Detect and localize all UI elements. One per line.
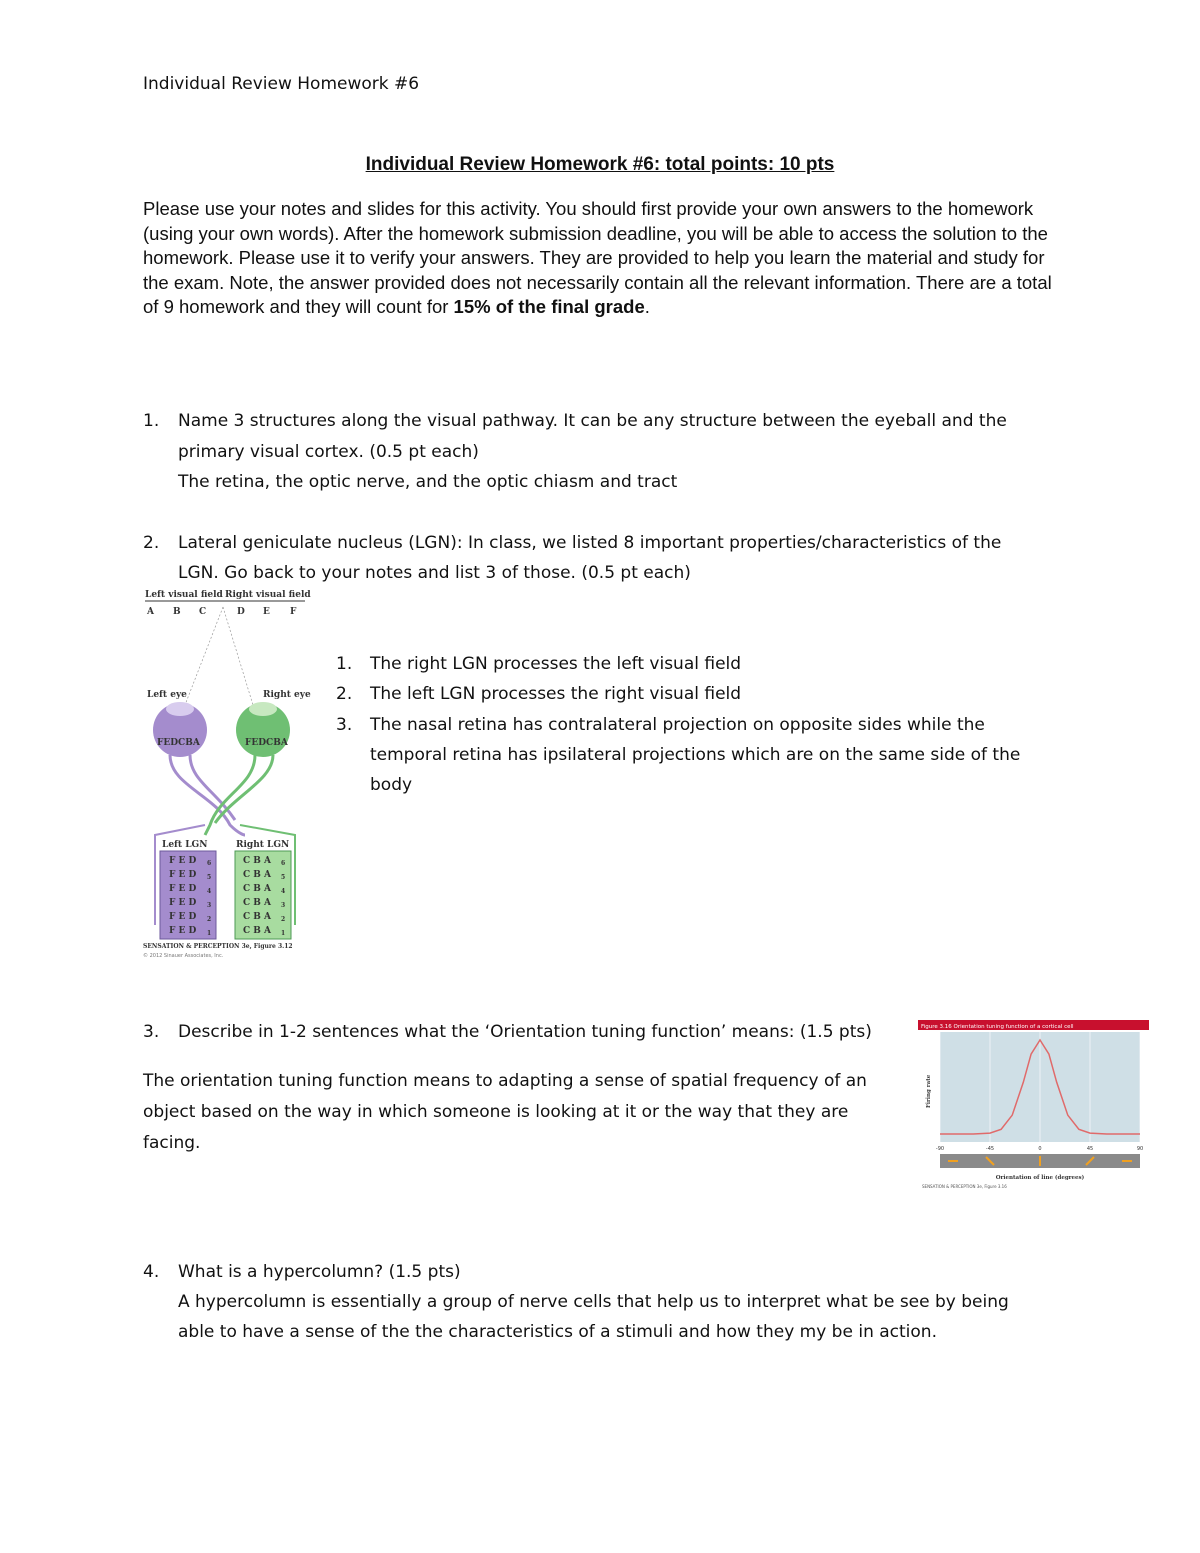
chart-ylabel: Firing rate (926, 1074, 932, 1108)
diagram-caption: SENSATION & PERCEPTION 3e, Figure 3.12 (143, 943, 293, 950)
q4-text: What is a hypercolumn? (1.5 pts) (178, 1262, 461, 1282)
q2-answer-2-number: 2. (336, 684, 353, 704)
intro-bold: 15% of the final grade (453, 296, 645, 318)
q4-answer: A hypercolumn is essentially a group of nerve cells that help us to interpret what be see by being able to have a sense of the the characteristics of a stimuli and how they my be in action. (178, 1292, 1009, 1342)
left-lgn-layer-2: F E D (169, 912, 197, 922)
x-tick-label: 0 (1038, 1146, 1042, 1152)
left-lgn-num-1: 1 (207, 930, 212, 937)
field-letter-b: B (173, 607, 181, 617)
x-tick-label: 90 (1136, 1146, 1144, 1152)
q2-answer-1-number: 1. (336, 654, 353, 674)
left-lgn-layer-1: F E D (169, 926, 197, 936)
field-letter-a: A (147, 607, 154, 617)
field-letter-c: C (199, 607, 207, 617)
right-lgn-num-1: 1 (281, 930, 286, 937)
visual-pathway-diagram (135, 585, 315, 965)
chart-caption: SENSATION & PERCEPTION 3e, Figure 3.16 (922, 1184, 1007, 1189)
x-tick-label: 45 (1086, 1146, 1094, 1152)
intro-text: Please use your notes and slides for this activity. You should first provide your own answers to the homework (using your own words). After the homework submission deadline, you will be able to access the solution to the homework. Please use it to verify your answers. They are provided to help you learn the material and study for the exam. Note, the answer provided does not necessarily contain all the relevant information. There are a total of 9 homework and they will count for (143, 198, 1052, 318)
q1-line2: primary visual cortex. (0.5 pt each) (178, 442, 479, 462)
q1-number: 1. (143, 411, 160, 431)
left-lgn-layer-6: F E D (169, 856, 197, 866)
left-lgn-num-2: 2 (207, 916, 212, 923)
left-field-label: Left visual field (145, 590, 223, 600)
q2-answer-3-line2: temporal retina has ipsilateral projections which are on the same side of the (370, 745, 1021, 765)
field-letter-d: D (237, 607, 245, 617)
q2-answer-3-line3: body (370, 775, 413, 795)
left-lgn-layer-4: F E D (169, 884, 197, 894)
q3-number: 3. (143, 1022, 160, 1042)
q2-answer-3-number: 3. (336, 715, 353, 735)
left-lgn-num-4: 4 (207, 888, 212, 895)
left-lgn-num-5: 5 (207, 874, 212, 881)
right-lgn-num-5: 5 (281, 874, 286, 881)
right-lgn-layer-2: C B A (243, 912, 272, 922)
right-lgn-num-3: 3 (281, 902, 286, 909)
intro-paragraph (143, 197, 1063, 320)
x-tick-label: -90 (935, 1146, 945, 1152)
right-lgn-layers (235, 851, 291, 939)
right-lgn-num-2: 2 (281, 916, 286, 923)
left-eye-label: Left eye (147, 690, 187, 700)
x-tick-label: -45 (985, 1146, 995, 1152)
left-retina-letters: FEDCBA (157, 738, 200, 748)
q2-answer-1: The right LGN processes the left visual field (370, 654, 742, 674)
intro-end: . (644, 296, 650, 318)
right-lgn-layer-5: C B A (243, 870, 272, 880)
left-lgn-num-6: 6 (207, 860, 212, 867)
q1-line1: Name 3 structures along the visual pathway. It can be any structure between the eyeball and the (178, 411, 1007, 431)
right-lgn-layer-3: C B A (243, 898, 272, 908)
q3-answer: The orientation tuning function means to adapting a sense of spatial frequency of an object based on the way in which someone is looking at it or the way that they are facing. (143, 1071, 867, 1153)
q3-text: Describe in 1-2 sentences what the ‘Orientation tuning function’ means: (1.5 pts) (178, 1022, 872, 1042)
left-lgn-layer-5: F E D (169, 870, 197, 880)
page-header: Individual Review Homework #6 (143, 74, 420, 94)
right-lgn-label: Right LGN (236, 840, 290, 850)
right-lgn-layer-1: C B A (243, 926, 272, 936)
diagram-copyright: © 2012 Sinauer Associates, Inc. (143, 953, 224, 959)
chart-title: Figure 3.16 Orientation tuning function of a cortical cell (921, 1024, 1074, 1030)
right-lgn-layer-6: C B A (243, 856, 272, 866)
field-letter-e: E (263, 607, 270, 617)
right-lgn-layer-4: C B A (243, 884, 272, 894)
q2-answer-3-line1: The nasal retina has contralateral projection on opposite sides while the (370, 715, 985, 735)
q2-line1: Lateral geniculate nucleus (LGN): In class, we listed 8 important properties/characteristics of the (178, 533, 1002, 553)
right-retina-letters: FEDCBA (245, 738, 288, 748)
q2-answer-2: The left LGN processes the right visual field (370, 684, 742, 704)
q1-answer: The retina, the optic nerve, and the optic chiasm and tract (178, 472, 678, 492)
right-lgn-num-4: 4 (281, 888, 286, 895)
page-title: Individual Review Homework #6: total points: 10 pts (365, 154, 835, 175)
left-lgn-label: Left LGN (162, 840, 208, 850)
orientation-tuning-chart (918, 1018, 1150, 1190)
right-eye-label: Right eye (263, 690, 311, 700)
q2-number: 2. (143, 533, 160, 553)
chart-xlabel: Orientation of line (degrees) (995, 1175, 1085, 1181)
left-lgn-num-3: 3 (207, 902, 212, 909)
right-field-label: Right visual field (225, 590, 311, 600)
q4-number: 4. (143, 1262, 160, 1282)
right-lgn-num-6: 6 (281, 860, 286, 867)
field-letter-f: F (290, 607, 297, 617)
left-lgn-layers (160, 851, 216, 939)
left-lgn-layer-3: F E D (169, 898, 197, 908)
q2-line2: LGN. Go back to your notes and list 3 of those. (0.5 pt each) (178, 563, 691, 583)
